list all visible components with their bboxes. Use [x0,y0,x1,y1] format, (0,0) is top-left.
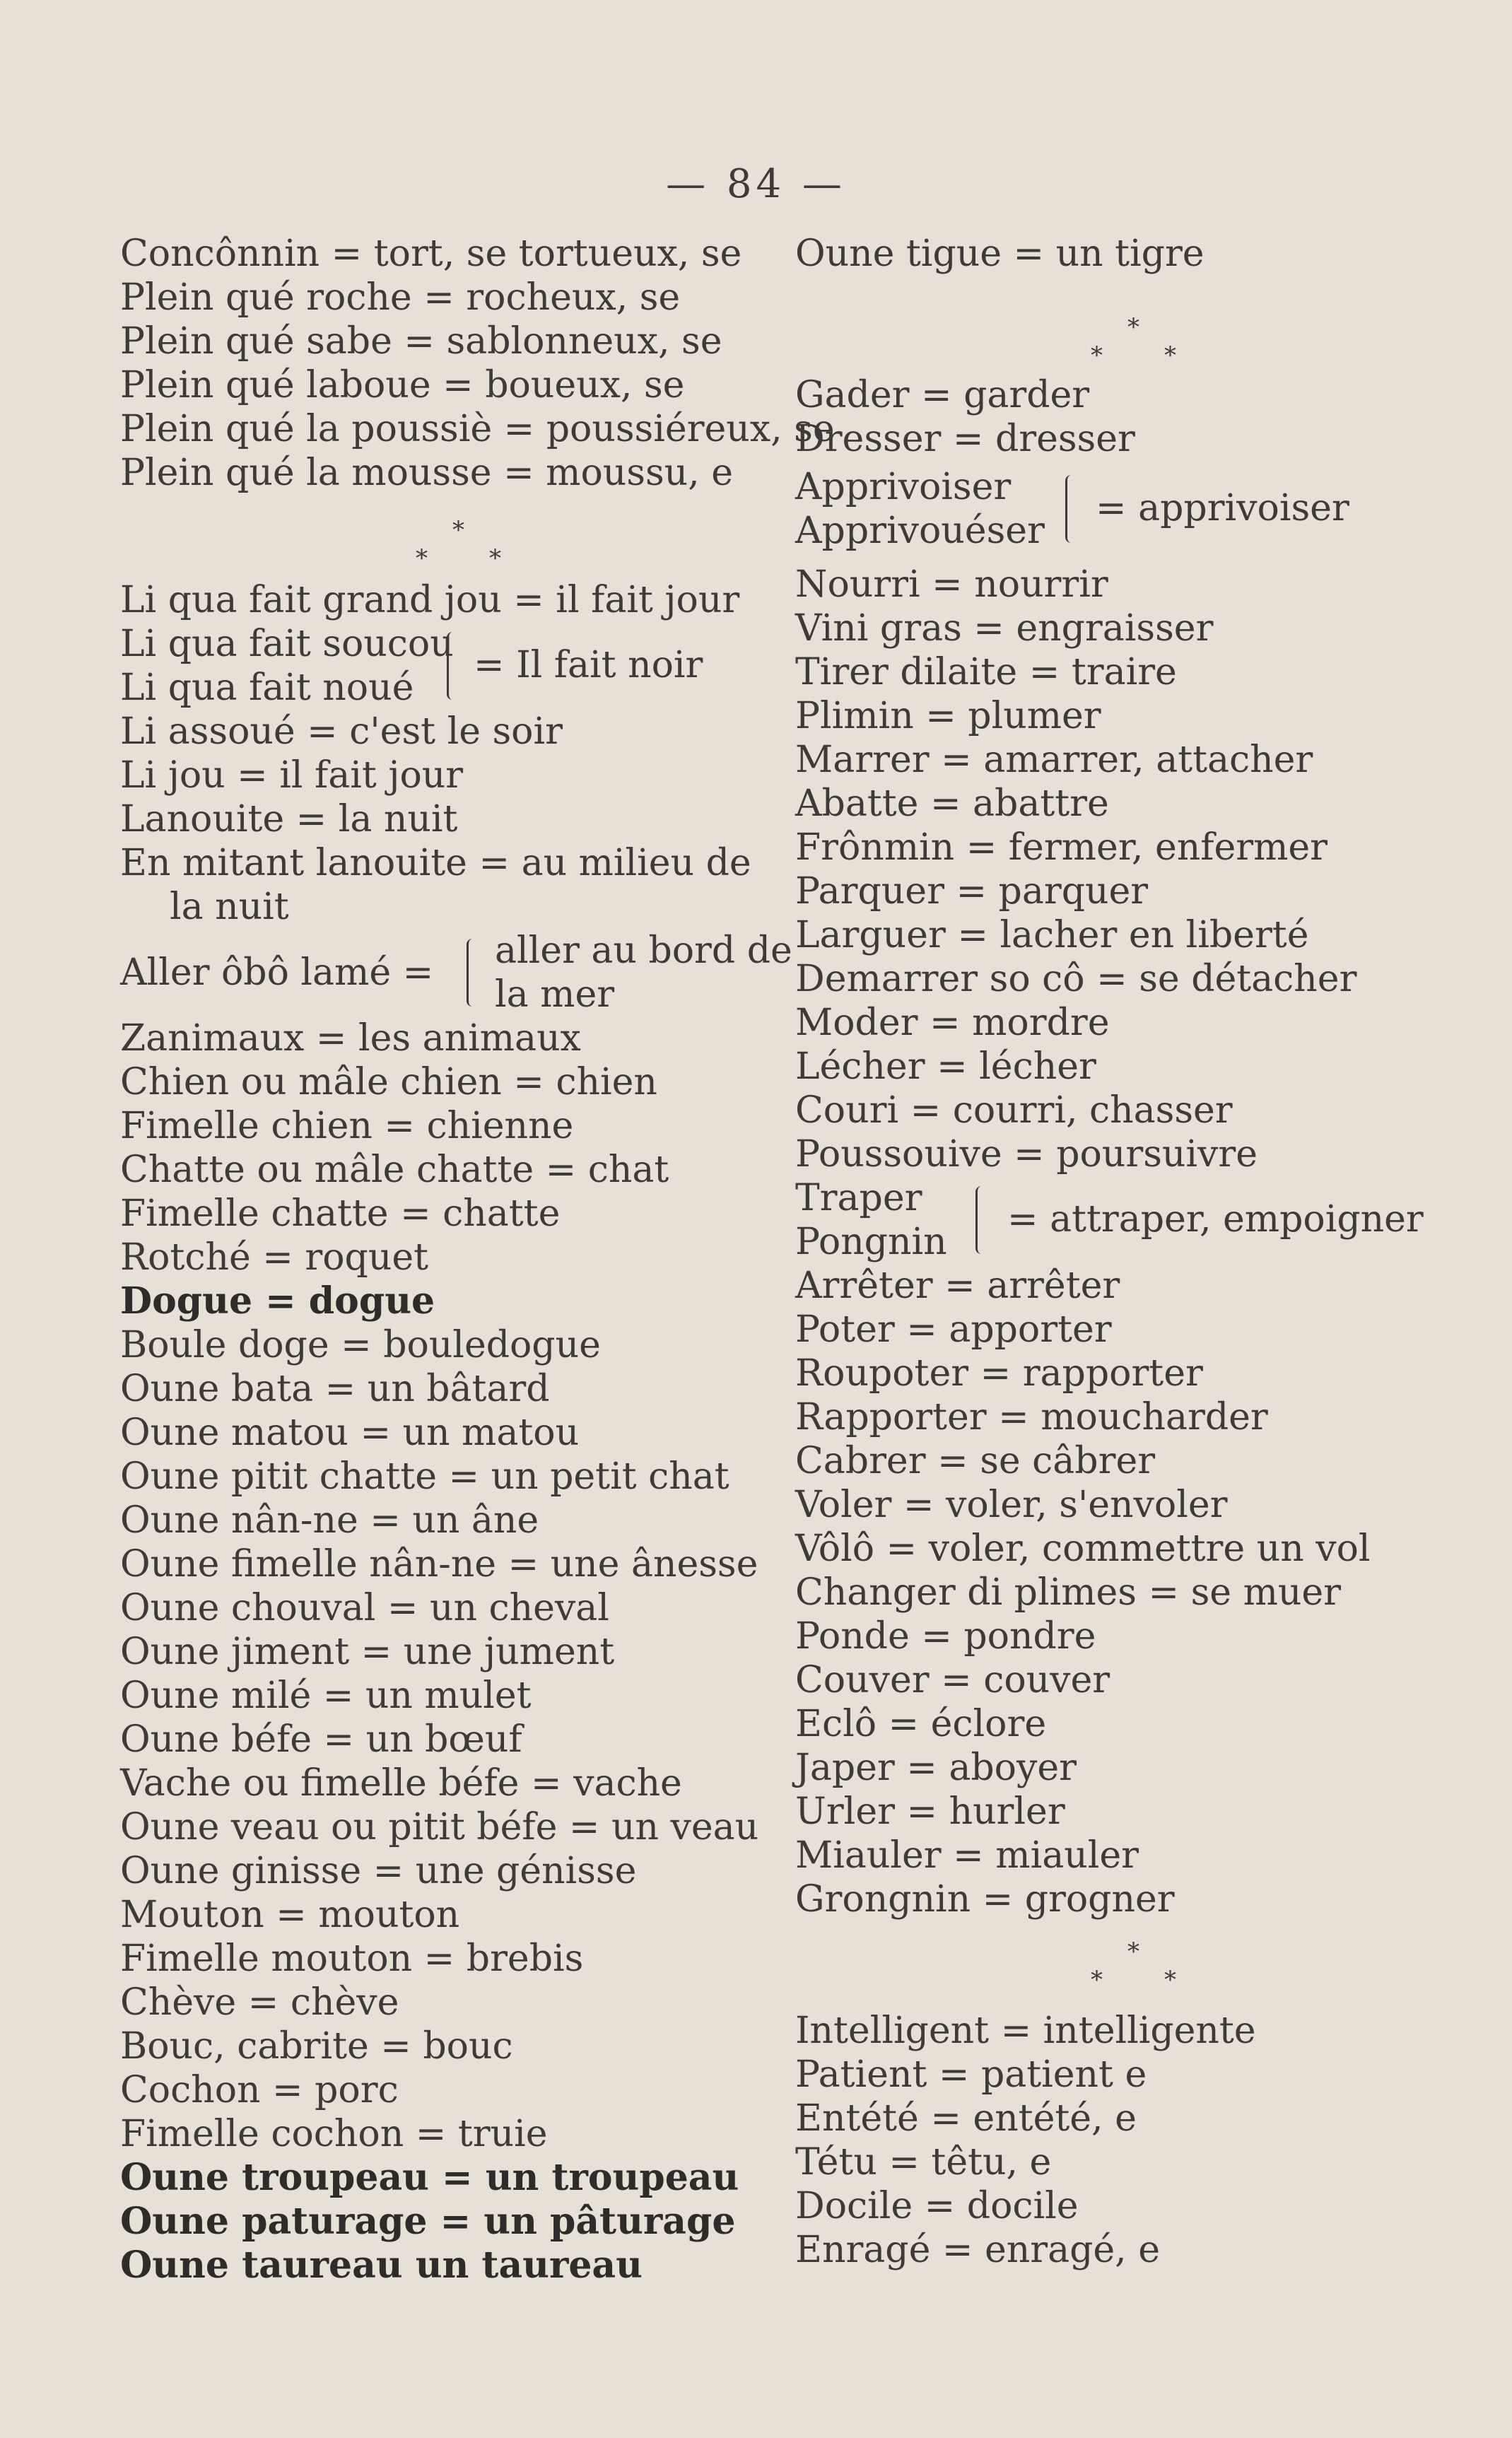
list-item: Tirer dilaite = traire [795,651,1177,693]
list-item: Oune matou = un matou [120,1412,580,1454]
brace-term: Li qua fait soucou [120,623,454,665]
list-item: Oune troupeau = un troupeau [120,2156,739,2199]
list-item: Plein qué la poussiè = poussiéreux, se [120,408,835,450]
list-item: la nuit [170,886,289,928]
list-item: Li qua fait grand jou = il fait jour [120,579,740,621]
list-item: Concônnin = tort, se tortueux, se [120,233,742,275]
brace-term: Apprivoiser [795,466,1012,508]
list-item: Eclô = éclore [795,1703,1047,1745]
list-item: Couver = couver [795,1659,1110,1701]
list-item: Oune taureau un taureau [120,2244,643,2287]
list-item: Frônmin = fermer, enfermer [795,826,1328,869]
list-item: Lécher = lécher [795,1045,1096,1088]
list-item: Oune veau ou pitit béfe = un veau [120,1806,759,1848]
list-item: Oune paturage = un pâturage [120,2200,736,2243]
list-item: Bouc, cabrite = bouc [120,2025,513,2068]
list-item: Zanimaux = les animaux [120,1017,581,1060]
list-item: Tétu = têtu, e [795,2141,1052,2184]
brace-term: Traper [795,1177,922,1219]
list-item: Entété = entété, e [795,2097,1137,2140]
section-separator: * * * [416,516,501,573]
list-item: Oune ginisse = une génisse [120,1850,637,1892]
list-item: Dresser = dresser [795,418,1135,460]
list-item: Poter = apporter [795,1308,1112,1351]
list-item: Urler = hurler [795,1791,1065,1833]
brace-result: la mer [495,973,615,1016]
list-item: Patient = patient e [795,2053,1147,2096]
list-item: Plein qué la mousse = moussu, e [120,452,733,494]
list-item: Oune fimelle nân-ne = une ânesse [120,1543,758,1586]
list-item: Voler = voler, s'envoler [795,1484,1228,1526]
list-item: Dogue = dogue [120,1279,435,1323]
list-item: Miauler = miauler [795,1834,1139,1877]
list-item: Oune tigue = un tigre [795,233,1205,275]
list-item: Fimelle chatte = chatte [120,1192,561,1235]
list-item: Roupoter = rapporter [795,1352,1203,1395]
list-item: Plein qué laboue = boueux, se [120,364,685,406]
list-item: Poussouive = poursuivre [795,1133,1258,1176]
list-item: Couri = courri, chasser [795,1089,1233,1132]
list-item: Larguer = lacher en liberté [795,914,1309,956]
list-item: Lanouite = la nuit [120,798,458,840]
list-item: Oune béfe = un bœuf [120,1718,522,1761]
list-item: Vache ou fimelle béfe = vache [120,1762,682,1805]
brace-mark [975,1186,988,1254]
list-item: Abatte = abattre [795,783,1109,825]
list-item: Oune milé = un mulet [120,1675,532,1717]
list-item: Arrêter = arrêter [795,1265,1120,1307]
brace-mark [447,632,459,700]
list-item: Plein qué sabe = sablonneux, se [120,320,722,363]
brace-result: = Il fait noir [474,644,703,686]
brace-term: Pongnin [795,1221,947,1263]
brace-mark [467,939,479,1007]
list-item: Docile = docile [795,2185,1079,2227]
list-item: Enragé = enragé, e [795,2229,1161,2271]
list-item: Plimin = plumer [795,695,1101,737]
brace-term: Li qua fait noué [120,667,414,709]
list-item: Changer di plimes = se muer [795,1571,1342,1614]
brace-mark [1065,475,1077,543]
list-item: Rapporter = moucharder [795,1396,1268,1438]
section-separator: * * * [1091,313,1176,370]
list-item: Gader = garder [795,374,1090,416]
list-item: Boule doge = bouledogue [120,1324,601,1366]
list-item: Oune nân-ne = un âne [120,1499,539,1542]
brace-entry [120,929,792,1016]
list-item: Oune chouval = un cheval [120,1587,609,1629]
brace-entry [120,622,770,710]
list-item: Chatte ou mâle chatte = chat [120,1149,669,1191]
brace-entry [795,465,1495,553]
list-item: Grongnin = grogner [795,1878,1175,1921]
list-item: Chève = chève [120,1981,399,2024]
list-item: Fimelle chien = chienne [120,1105,574,1147]
list-item: Oune bata = un bâtard [120,1368,550,1410]
list-item: Moder = mordre [795,1002,1110,1044]
list-item: Cabrer = se câbrer [795,1440,1156,1482]
page-number: — 84 — [666,161,846,207]
list-item: Intelligent = intelligente [795,2010,1256,2052]
list-item: Oune jiment = une jument [120,1631,615,1673]
list-item: Fimelle cochon = truie [120,2113,548,2155]
section-separator: * * * [1091,1938,1176,1994]
brace-entry [795,1176,1495,1264]
list-item: Marrer = amarrer, attacher [795,739,1313,781]
brace-term: Aller ôbô lamé = [120,951,434,994]
list-item: Cochon = porc [120,2069,399,2111]
list-item: Demarrer so cô = se détacher [795,958,1357,1000]
list-item: Vôlô = voler, commettre un vol [795,1528,1371,1570]
list-item: En mitant lanouite = au milieu de [120,842,751,884]
list-item: Nourri = nourrir [795,563,1108,606]
brace-result: = apprivoiser [1096,487,1349,529]
list-item: Oune pitit chatte = un petit chat [120,1455,729,1498]
list-item: Japer = aboyer [795,1747,1077,1789]
list-item: Mouton = mouton [120,1894,460,1936]
list-item: Rotché = roquet [120,1236,428,1279]
brace-term: Apprivouéser [795,510,1045,552]
list-item: Chien ou mâle chien = chien [120,1061,657,1103]
list-item: Parquer = parquer [795,870,1149,913]
brace-result: aller au bord de [495,930,792,972]
brace-result: = attraper, empoigner [1007,1198,1424,1241]
list-item: Ponde = pondre [795,1615,1096,1658]
list-item: Li jou = il fait jour [120,754,464,797]
list-item: Fimelle mouton = brebis [120,1938,584,1980]
list-item: Plein qué roche = rocheux, se [120,276,681,319]
list-item: Li assoué = c'est le soir [120,710,563,753]
list-item: Vini gras = engraisser [795,607,1214,650]
